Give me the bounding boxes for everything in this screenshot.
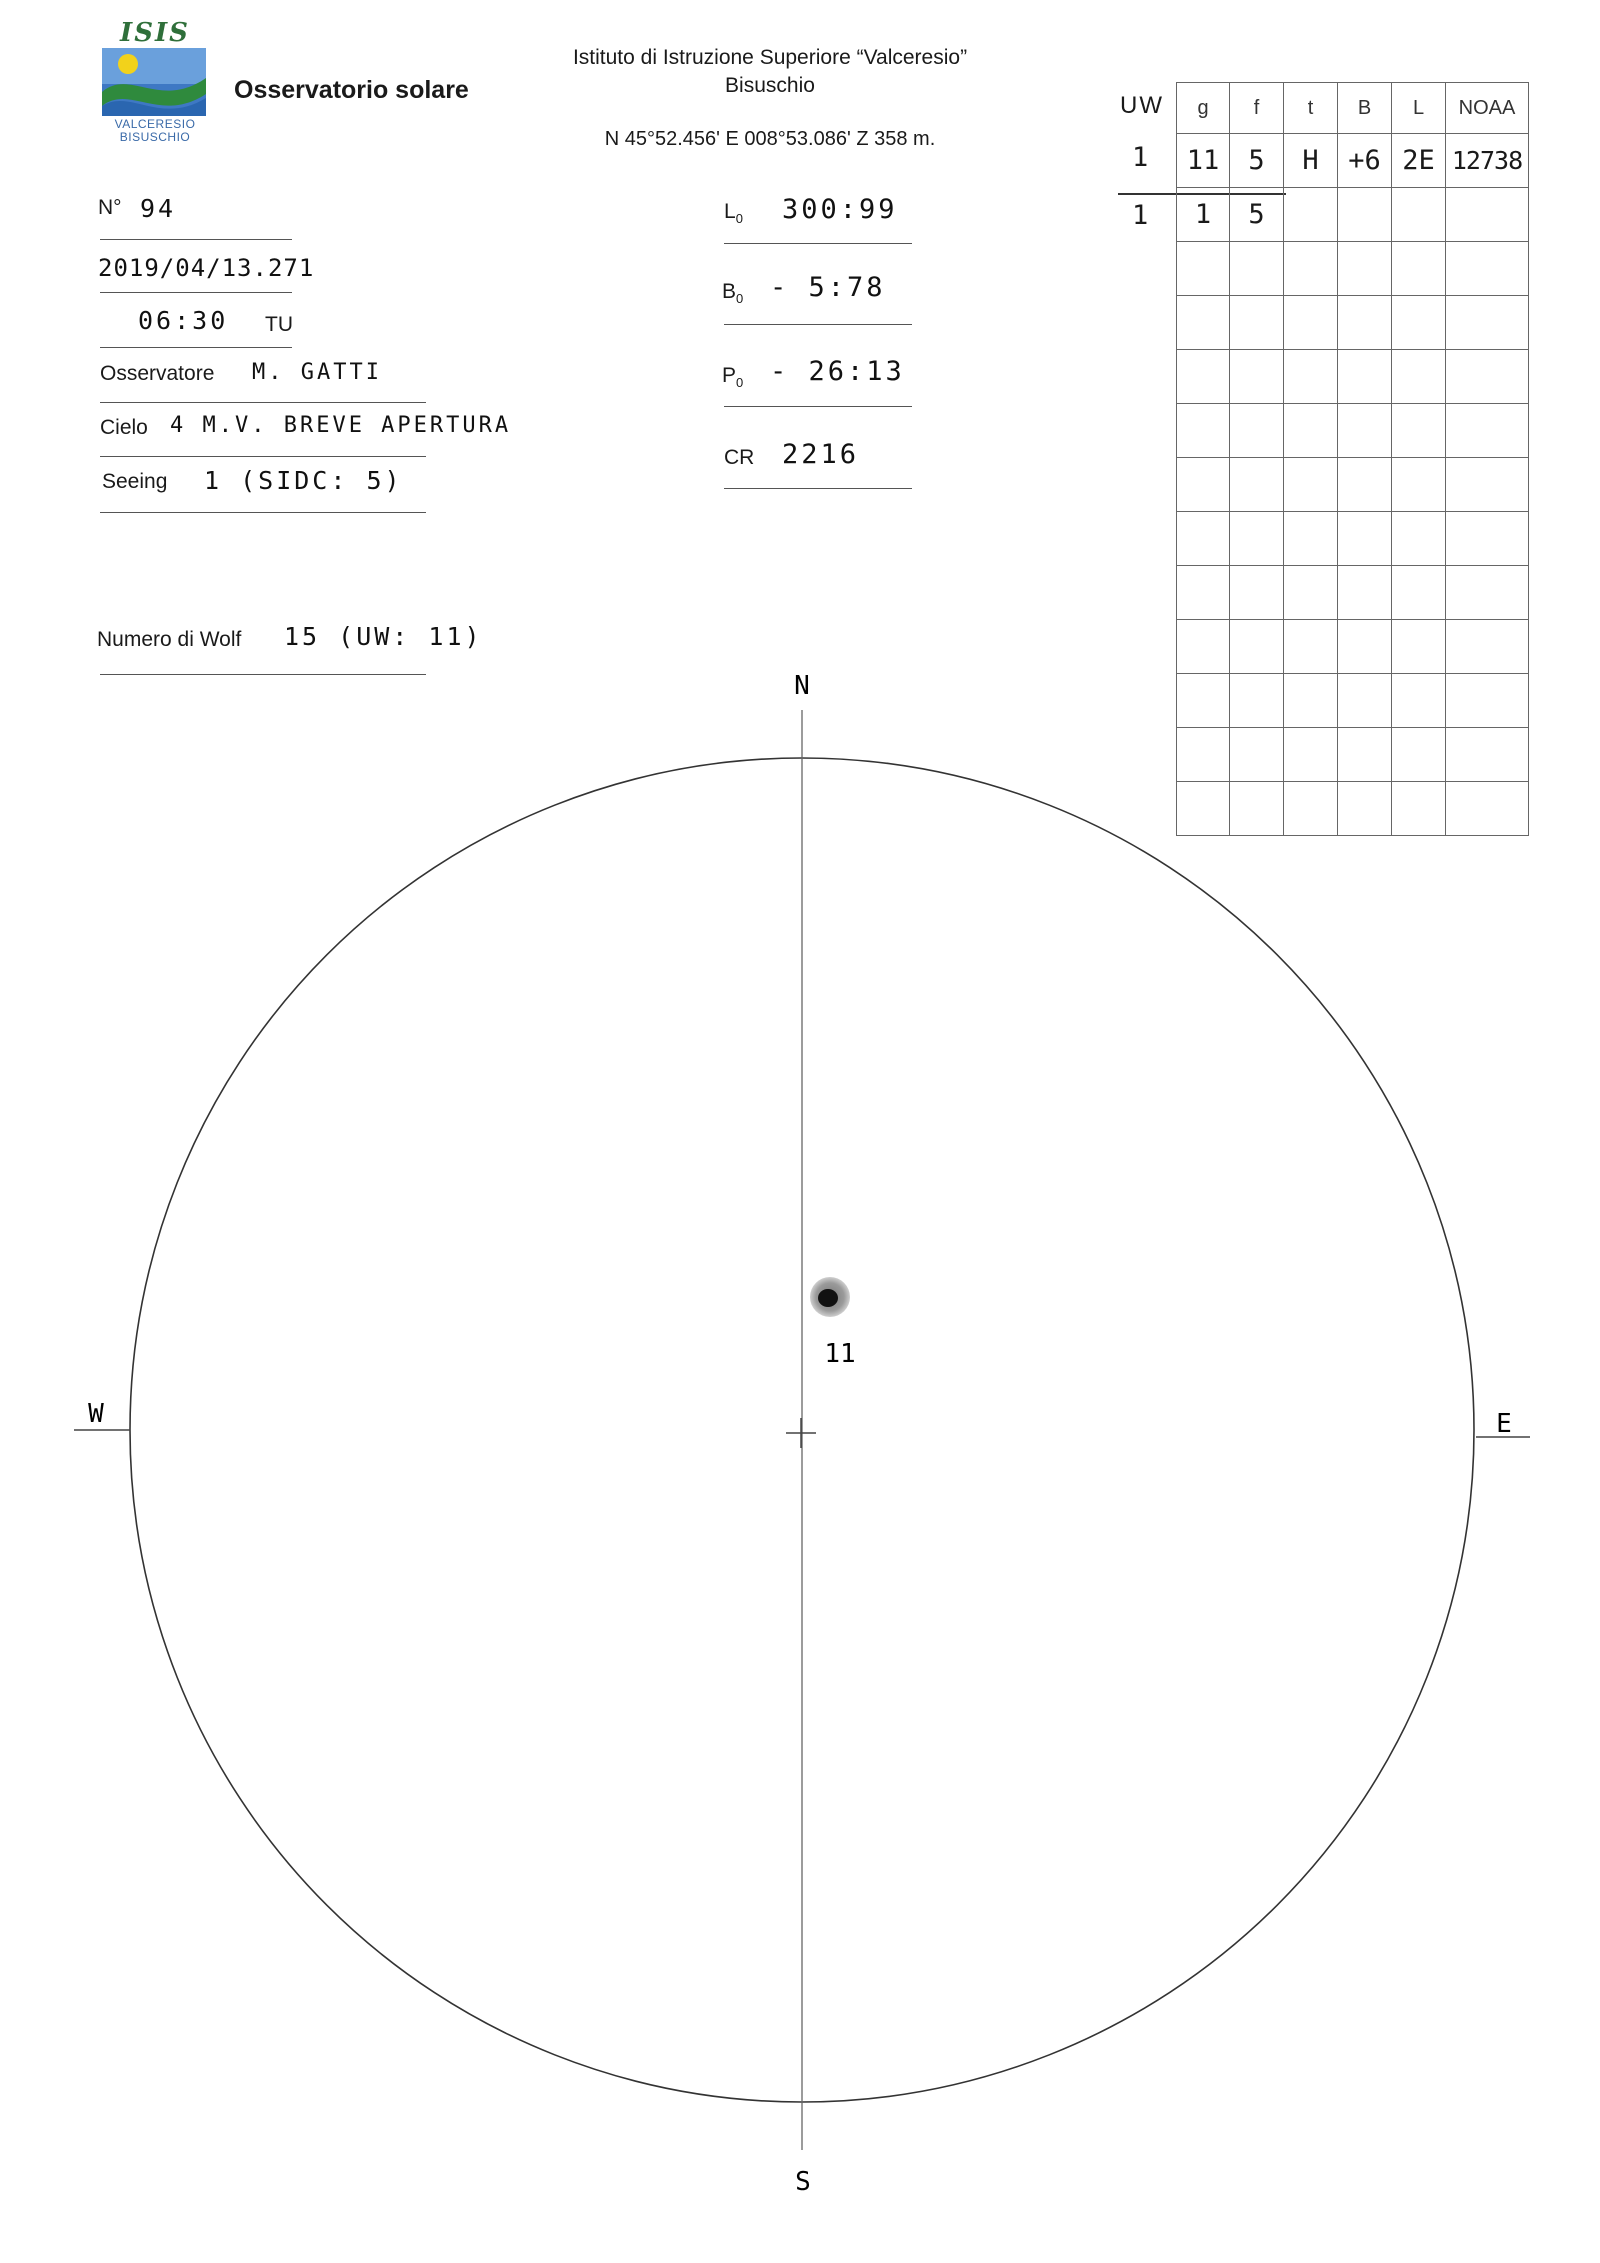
sky-condition: 4 M.V. BREVE APERTURA: [170, 413, 512, 438]
wolf-number-label: Numero di Wolf: [97, 628, 242, 651]
seeing-label: Seeing: [102, 470, 168, 493]
cell-g: 11: [1177, 134, 1230, 188]
cr-value: 2216: [782, 439, 860, 470]
north-label: N: [794, 671, 810, 701]
sunspot-group: [810, 1277, 850, 1317]
header-noaa: NOAA: [1446, 83, 1529, 134]
time-unit: TU: [265, 313, 293, 336]
spot-group-label: 11: [824, 1339, 856, 1369]
b0-label: $B_0$: [722, 280, 744, 307]
observation-date: 2019/04/13.271: [98, 254, 315, 282]
cell-t: H: [1284, 134, 1338, 188]
l0-value: 300:99: [782, 194, 898, 225]
observatory-title: Osservatorio solare: [234, 76, 469, 104]
logo-brand-text: ISIS: [120, 18, 190, 48]
logo-caption-line2: BISUSCHIO: [119, 130, 191, 144]
header-t: t: [1284, 83, 1338, 134]
uw-row2-value: 1: [1132, 200, 1149, 231]
header-b: B: [1338, 83, 1392, 134]
header-f: f: [1230, 83, 1284, 134]
cr-label: CR: [724, 446, 755, 469]
cell-l: 2E: [1392, 134, 1446, 188]
cell-f: 5: [1230, 188, 1284, 242]
cell-g: 1: [1177, 188, 1230, 242]
east-label: E: [1496, 1409, 1512, 1439]
observation-number: 94: [140, 194, 177, 223]
west-label: W: [88, 1399, 104, 1429]
observer-label: Osservatore: [100, 362, 215, 385]
wolf-number-value: 15 (UW: 11): [284, 622, 483, 651]
cell-noaa: 12738: [1446, 134, 1529, 188]
sky-label: Cielo: [100, 416, 148, 439]
observatory-location: N 45°52.456' E 008°53.086' Z 358 m.: [604, 128, 936, 150]
header-l: L: [1392, 83, 1446, 134]
b0-value: - 5:78: [770, 272, 886, 303]
uw-column-header: UW: [1120, 92, 1164, 119]
south-label: S: [795, 2167, 811, 2197]
logo-caption-line1: VALCERESIO: [114, 117, 196, 131]
number-label: N°: [98, 196, 122, 219]
p0-label: $P_0$: [722, 364, 744, 391]
uw-row1-value: 1: [1132, 142, 1149, 173]
institute-line2: Bisuschio: [725, 74, 815, 97]
observation-time: 06:30: [138, 306, 229, 335]
header-g: g: [1177, 83, 1230, 134]
institute-line1: Istituto di Istruzione Superiore “Valceresio”: [572, 46, 968, 69]
cell-f: 5: [1230, 134, 1284, 188]
observer-name: M. GATTI: [252, 360, 382, 385]
l0-label: $L_0$: [724, 200, 743, 227]
cell-b: +6: [1338, 134, 1392, 188]
seeing-value: 1 (SIDC: 5): [204, 466, 403, 495]
p0-value: - 26:13: [770, 356, 905, 387]
